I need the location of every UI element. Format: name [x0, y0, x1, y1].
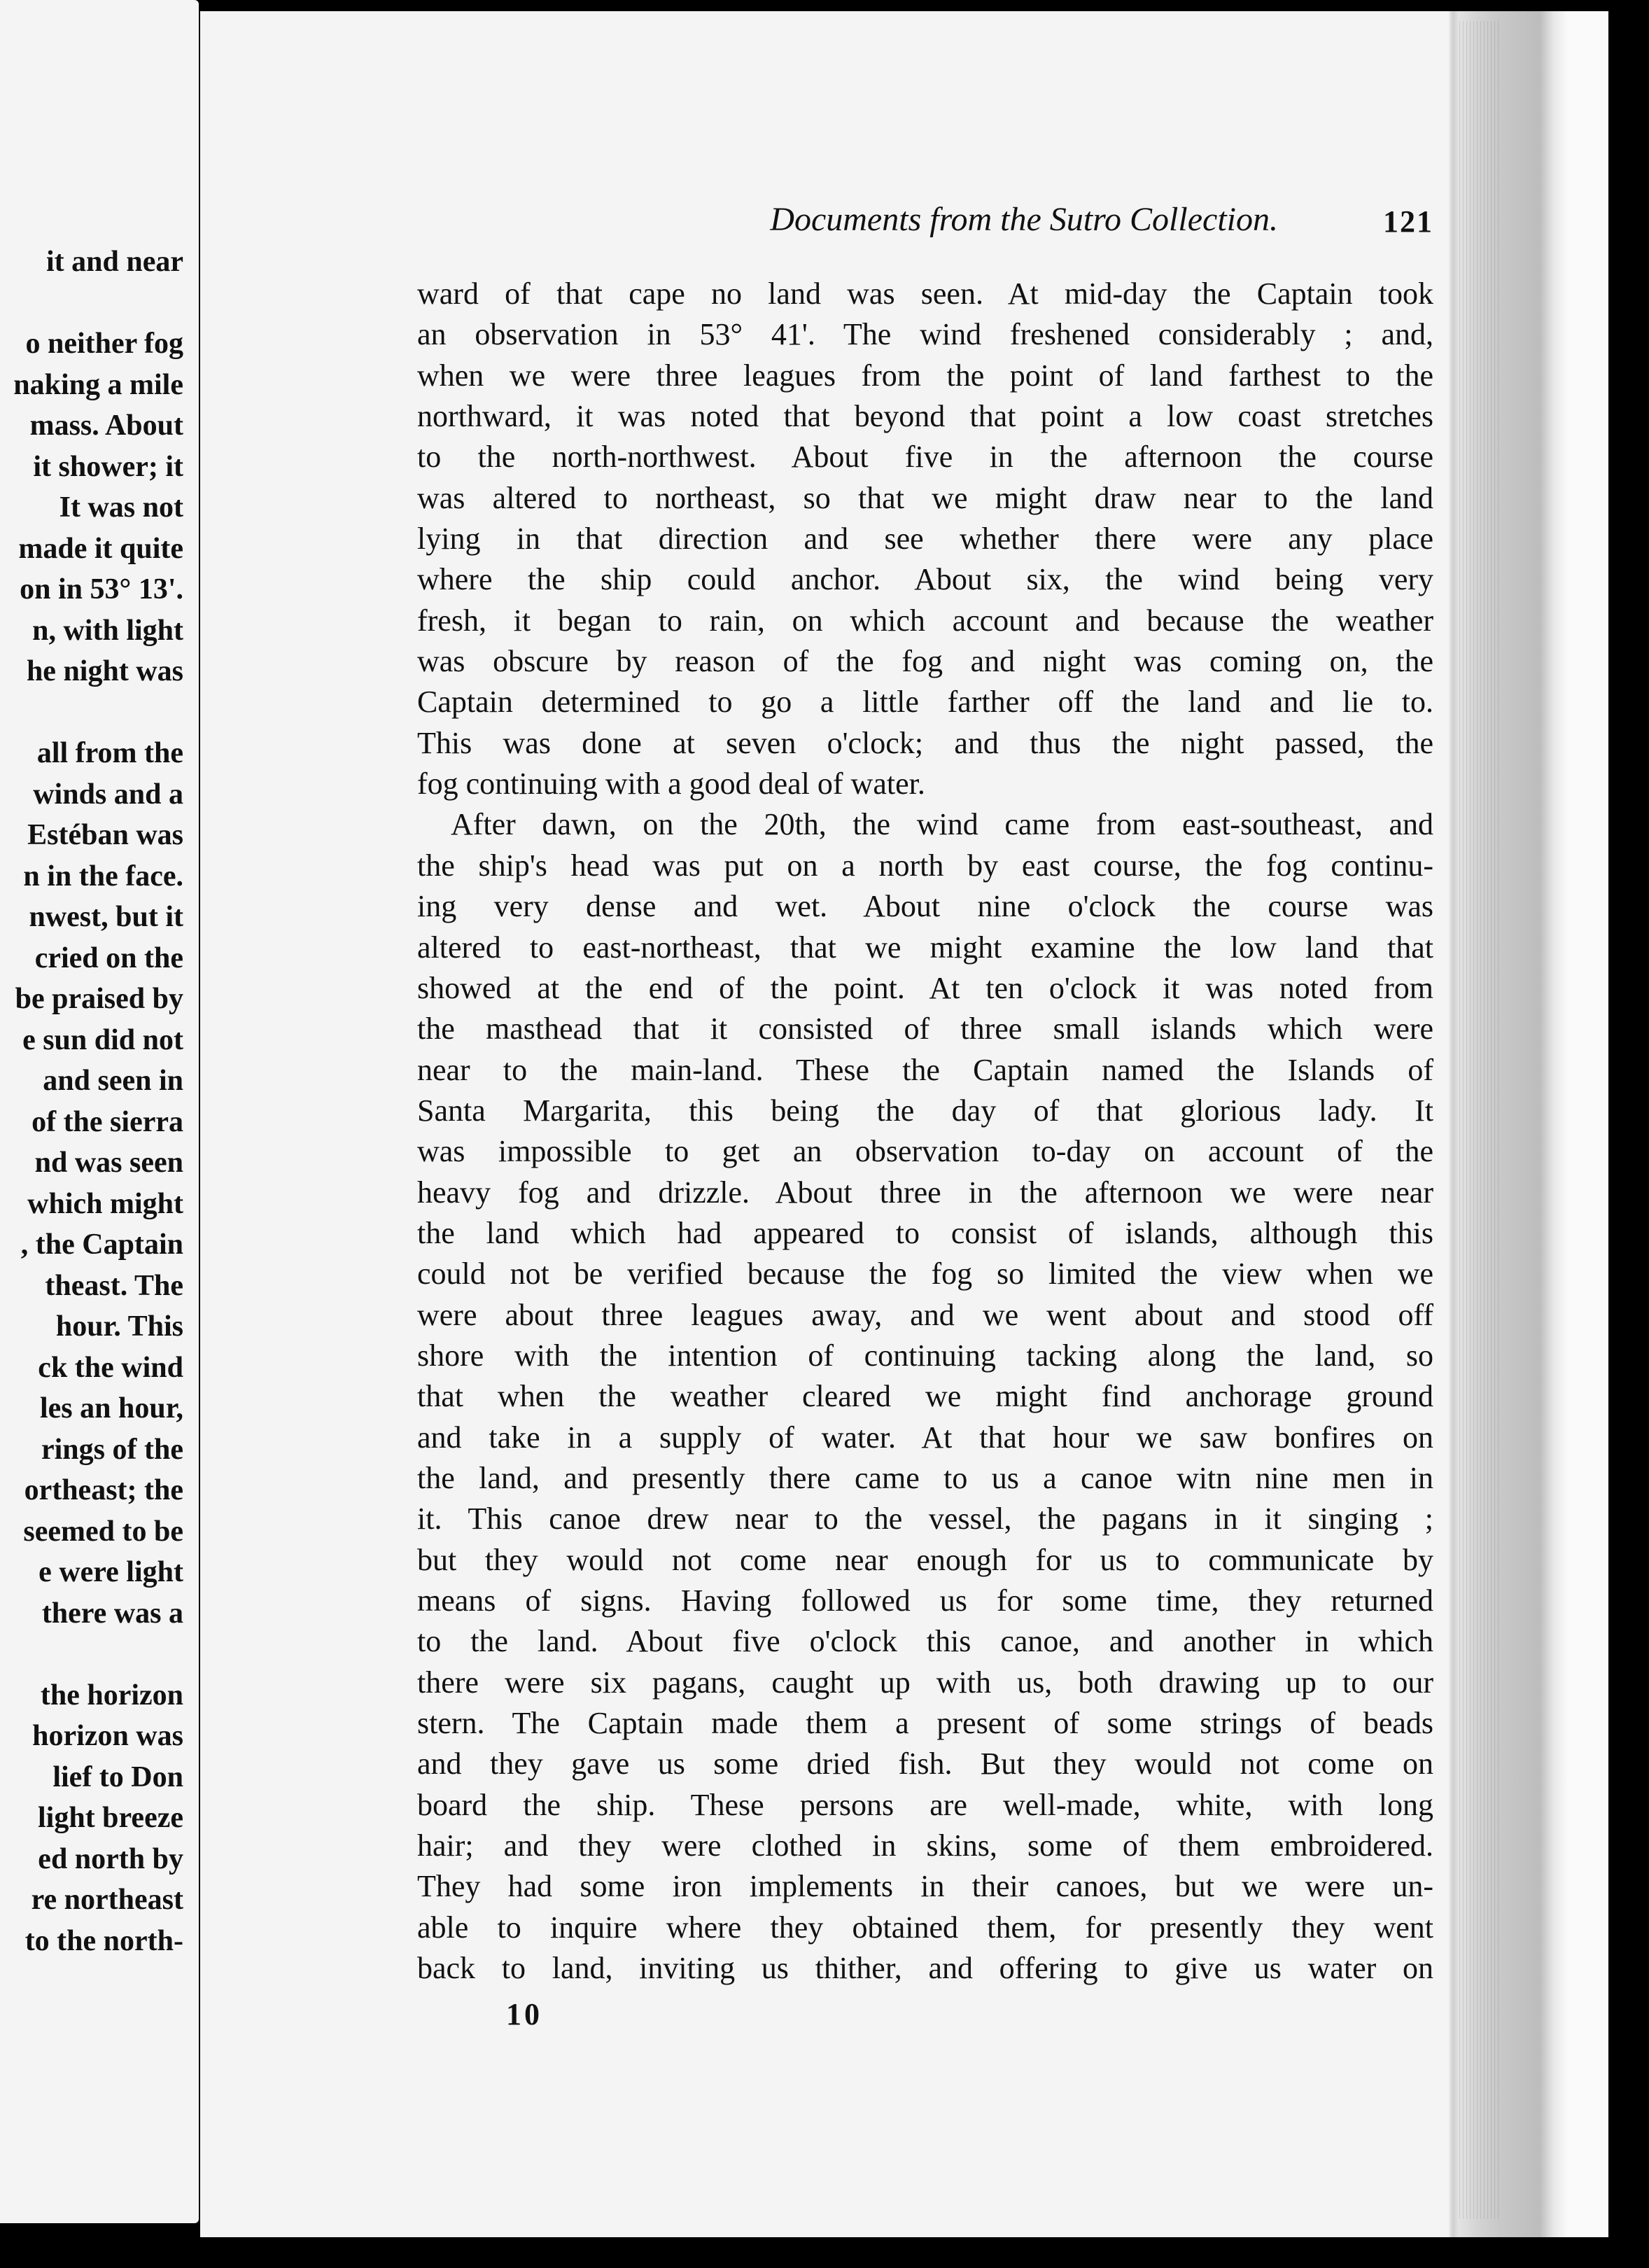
previous-page-line: naking a mile: [13, 368, 183, 401]
previous-page-line: ortheast; the: [24, 1474, 183, 1506]
previous-page-line: it and near: [45, 246, 183, 278]
body-line: hair; and they were clothed in skins, some of them embroidered.: [417, 1828, 1433, 1863]
body-line: Santa Margarita, this being the day of that glorious lady. It: [417, 1093, 1433, 1128]
body-line: were about three leagues away, and we went about and stood off: [417, 1297, 1433, 1332]
body-line: the land, and presently there came to us a canoe witn nine men in: [417, 1460, 1433, 1495]
previous-page-line: re northeast: [31, 1884, 183, 1916]
previous-page-line: made it quite: [18, 532, 183, 565]
previous-page-line: n in the face.: [23, 860, 183, 892]
previous-page-line: and seen in: [43, 1065, 183, 1097]
body-line: Captain determined to go a little farther off the land and lie to.: [417, 685, 1433, 720]
body-line: an observation in 53° 41'. The wind freshened considerably ; and,: [417, 317, 1433, 352]
previous-page-line: it shower; it: [33, 450, 183, 483]
signature-mark: 10: [506, 1997, 542, 2031]
body-line: lying in that direction and see whether there were any place: [417, 522, 1433, 556]
previous-page-text: [0, 241, 199, 1961]
previous-page-line: , the Captain: [20, 1228, 183, 1261]
previous-page-line: [0, 1634, 199, 1675]
body-line: but they would not come near enough for us to communicate by: [417, 1542, 1433, 1577]
previous-page-line: to the north-: [24, 1924, 183, 1957]
previous-page-line: the horizon: [40, 1679, 183, 1712]
previous-page-line: there was a: [41, 1597, 183, 1630]
body-line: was altered to northeast, so that we might draw near to the land: [417, 480, 1433, 515]
body-line: able to inquire where they obtained them, for presently they went: [417, 1910, 1433, 1945]
current-page: [200, 11, 1569, 2237]
previous-page-line: seemed to be: [23, 1515, 183, 1548]
body-line: to the north-northwest. About five in the afternoon the course: [417, 440, 1433, 475]
previous-page-line: nd was seen: [34, 1147, 183, 1179]
body-line: the land which had appeared to consist of islands, although this: [417, 1215, 1433, 1250]
right-margin: [1566, 11, 1608, 2237]
body-line: and take in a supply of water. At that hour we saw bonfires on: [417, 1420, 1433, 1455]
body-line: that when the weather cleared we might find anchorage ground: [417, 1379, 1433, 1414]
body-line: was impossible to get an observation to-day on account of the: [417, 1134, 1433, 1169]
previous-page-line: theast. The: [45, 1269, 183, 1302]
previous-page-line: mass. About: [29, 410, 183, 442]
body-line: stern. The Captain made them a present of some strings of beads: [417, 1706, 1433, 1741]
previous-page-line: [0, 692, 199, 734]
previous-page-line: all from the: [36, 737, 183, 769]
body-line: northward, it was noted that beyond that point a low coast stretches: [417, 399, 1433, 434]
previous-page-line: he night was: [26, 655, 183, 687]
previous-page-line: cried on the: [34, 941, 183, 974]
body-line: back to land, inviting us thither, and offering to give us water on: [417, 1951, 1433, 1986]
previous-page-line: of the sierra: [31, 1105, 183, 1138]
previous-page-line: nwest, but it: [29, 901, 183, 933]
previous-page-line: light breeze: [38, 1802, 183, 1834]
previous-page-line: which might: [27, 1187, 183, 1220]
body-line: the ship's head was put on a north by east course, the fog continu-: [417, 848, 1433, 883]
body-line: the masthead that it consisted of three small islands which were: [417, 1011, 1433, 1046]
previous-page-line: on in 53° 13'.: [20, 573, 183, 606]
previous-page-line: o neither fog: [25, 328, 183, 360]
previous-page-line: n, with light: [32, 614, 183, 647]
previous-page-line: les an hour,: [39, 1392, 183, 1424]
previous-page-line: [0, 283, 199, 324]
previous-page-line: rings of the: [41, 1433, 183, 1466]
previous-page-line: hour. This: [55, 1310, 183, 1343]
body-line: heavy fog and drizzle. About three in the afternoon we were near: [417, 1175, 1433, 1210]
body-line: altered to east-northeast, that we might examine the low land that: [417, 930, 1433, 965]
body-line: ward of that cape no land was seen. At mid-day the Captain took: [417, 276, 1433, 311]
previous-page-line: It was not: [59, 491, 183, 524]
previous-page-line: winds and a: [33, 778, 183, 811]
body-line: fog continuing with a good deal of water.: [417, 766, 925, 802]
body-line: This was done at seven o'clock; and thus the night passed, the: [417, 725, 1433, 760]
body-line: board the ship. These persons are well-made, white, with long: [417, 1787, 1433, 1822]
page-edge-lines: [1459, 21, 1501, 2219]
previous-page: [0, 0, 199, 2223]
previous-page-line: horizon was: [32, 1720, 183, 1752]
body-line: and they gave us some dried fish. But they would not come on: [417, 1746, 1433, 1782]
previous-page-line: Estéban was: [27, 819, 183, 851]
body-line: After dawn, on the 20th, the wind came from east-southeast, and: [451, 807, 1433, 842]
body-line: when we were three leagues from the point of land farthest to the: [417, 358, 1433, 393]
body-line: fresh, it began to rain, on which account and because the weather: [417, 603, 1433, 638]
previous-page-line: ed north by: [38, 1842, 183, 1875]
body-line: it. This canoe drew near to the vessel, the pagans in it singing ;: [417, 1502, 1433, 1536]
body-line: near to the main-land. These the Captain named the Islands of: [417, 1052, 1433, 1087]
body-line: to the land. About five o'clock this canoe, and another in which: [417, 1624, 1433, 1659]
previous-page-line: ck the wind: [38, 1351, 183, 1384]
previous-page-line: lief to Don: [52, 1760, 183, 1793]
body-text: [417, 274, 1433, 1989]
previous-page-line: e sun did not: [22, 1023, 183, 1056]
body-line: there were six pagans, caught up with us, both drawing up to our: [417, 1665, 1433, 1700]
body-line: means of signs. Having followed us for some time, they returned: [417, 1583, 1433, 1618]
body-line: showed at the end of the point. At ten o'clock it was noted from: [417, 970, 1433, 1005]
body-line: shore with the intention of continuing tacking along the land, so: [417, 1338, 1433, 1373]
body-line: where the ship could anchor. About six, the wind being very: [417, 562, 1433, 597]
body-line: ing very dense and wet. About nine o'clock the course was: [417, 889, 1433, 924]
running-header: Documents from the Sutro Collection.: [770, 201, 1278, 238]
body-line: could not be verified because the fog so limited the view when we: [417, 1256, 1433, 1292]
body-line: They had some iron implements in their canoes, but we were un-: [417, 1869, 1433, 1904]
previous-page-line: be praised by: [15, 983, 183, 1015]
previous-page-line: e were light: [38, 1556, 183, 1588]
body-line: was obscure by reason of the fog and night was coming on, the: [417, 644, 1433, 679]
page-number: 121: [1383, 204, 1433, 239]
